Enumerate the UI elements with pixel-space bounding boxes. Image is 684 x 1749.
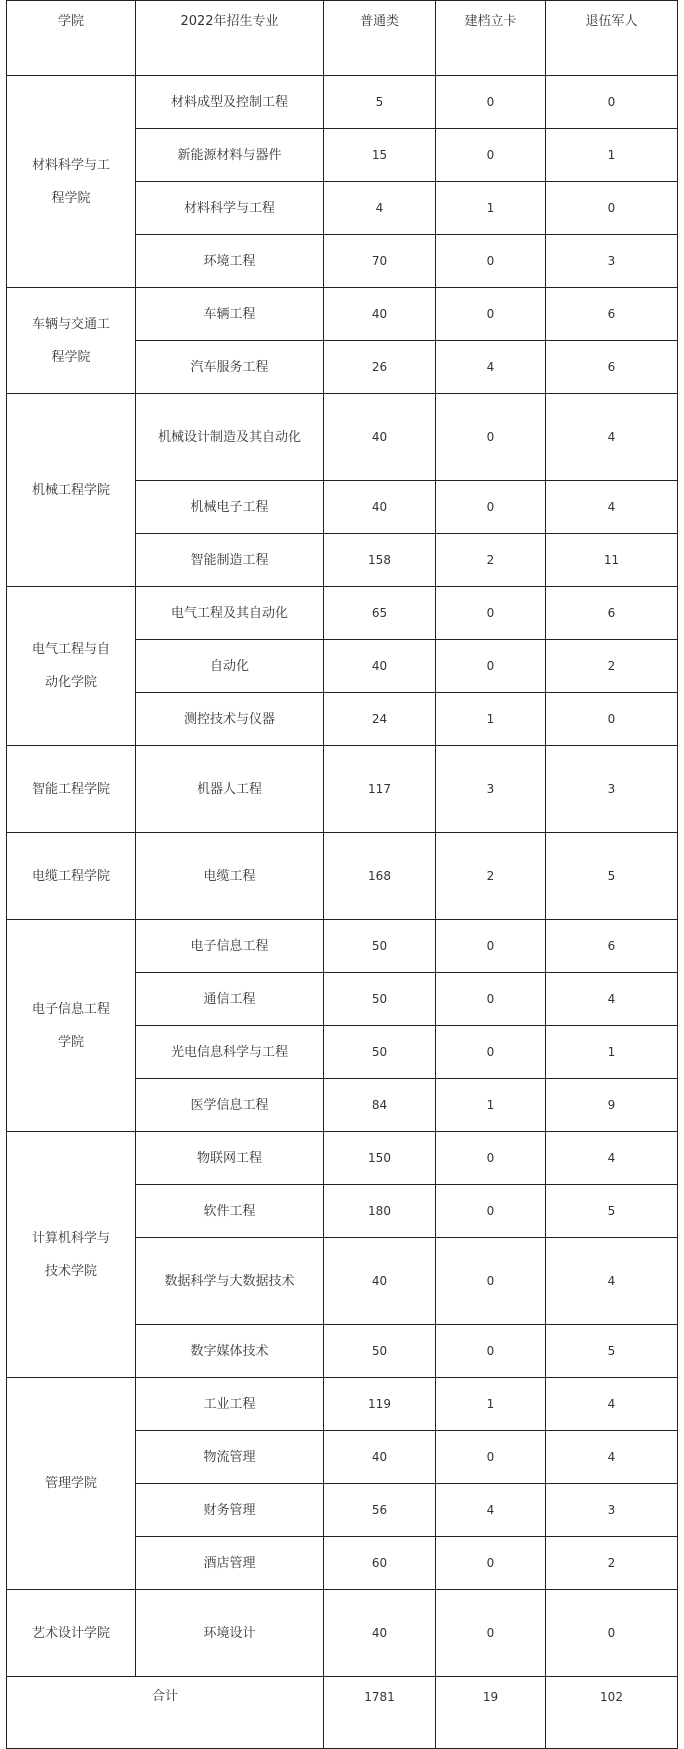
poverty-count: 0 bbox=[436, 587, 546, 640]
poverty-count: 0 bbox=[436, 76, 546, 129]
table-row bbox=[7, 394, 678, 481]
veteran-count: 0 bbox=[546, 693, 678, 746]
table-row bbox=[7, 920, 678, 973]
major-cell: 新能源材料与器件 bbox=[136, 129, 324, 182]
poverty-count: 0 bbox=[436, 1431, 546, 1484]
regular-count: 4 bbox=[324, 182, 436, 235]
regular-count: 50 bbox=[324, 973, 436, 1026]
major-cell: 机械设计制造及其自动化 bbox=[136, 394, 324, 481]
veteran-count: 6 bbox=[546, 920, 678, 973]
poverty-count: 0 bbox=[436, 640, 546, 693]
regular-count: 40 bbox=[324, 1431, 436, 1484]
college-cell: 电缆工程学院 bbox=[7, 833, 136, 920]
header-row bbox=[7, 1, 678, 76]
regular-count: 158 bbox=[324, 534, 436, 587]
veteran-count: 4 bbox=[546, 394, 678, 481]
enrollment-table bbox=[6, 0, 678, 1749]
header-regular: 普通类 bbox=[324, 1, 436, 76]
header-major: 2022年招生专业 bbox=[136, 1, 324, 76]
college-cell: 电气工程与自动化学院 bbox=[7, 587, 136, 746]
regular-count: 15 bbox=[324, 129, 436, 182]
veteran-count: 5 bbox=[546, 1185, 678, 1238]
total-poverty: 19 bbox=[436, 1677, 546, 1749]
regular-count: 84 bbox=[324, 1079, 436, 1132]
college-cell: 车辆与交通工程学院 bbox=[7, 288, 136, 394]
regular-count: 40 bbox=[324, 1238, 436, 1325]
poverty-count: 0 bbox=[436, 1132, 546, 1185]
veteran-count: 6 bbox=[546, 587, 678, 640]
regular-count: 168 bbox=[324, 833, 436, 920]
college-cell: 智能工程学院 bbox=[7, 746, 136, 833]
poverty-count: 0 bbox=[436, 235, 546, 288]
poverty-count: 0 bbox=[436, 920, 546, 973]
poverty-count: 0 bbox=[436, 481, 546, 534]
poverty-count: 0 bbox=[436, 1026, 546, 1079]
major-cell: 材料科学与工程 bbox=[136, 182, 324, 235]
regular-count: 5 bbox=[324, 76, 436, 129]
college-cell: 管理学院 bbox=[7, 1378, 136, 1590]
total-veteran: 102 bbox=[546, 1677, 678, 1749]
table-body bbox=[7, 76, 678, 1677]
regular-count: 180 bbox=[324, 1185, 436, 1238]
header-poverty: 建档立卡 bbox=[436, 1, 546, 76]
veteran-count: 0 bbox=[546, 76, 678, 129]
regular-count: 40 bbox=[324, 394, 436, 481]
major-cell: 医学信息工程 bbox=[136, 1079, 324, 1132]
veteran-count: 4 bbox=[546, 1132, 678, 1185]
major-cell: 物联网工程 bbox=[136, 1132, 324, 1185]
major-cell: 财务管理 bbox=[136, 1484, 324, 1537]
veteran-count: 4 bbox=[546, 1378, 678, 1431]
poverty-count: 3 bbox=[436, 746, 546, 833]
regular-count: 150 bbox=[324, 1132, 436, 1185]
regular-count: 119 bbox=[324, 1378, 436, 1431]
header-veteran: 退伍军人 bbox=[546, 1, 678, 76]
poverty-count: 0 bbox=[436, 1185, 546, 1238]
total-regular: 1781 bbox=[324, 1677, 436, 1749]
table-row bbox=[7, 746, 678, 833]
veteran-count: 6 bbox=[546, 288, 678, 341]
table-row bbox=[7, 1132, 678, 1185]
poverty-count: 0 bbox=[436, 1537, 546, 1590]
major-cell: 智能制造工程 bbox=[136, 534, 324, 587]
major-cell: 车辆工程 bbox=[136, 288, 324, 341]
regular-count: 40 bbox=[324, 640, 436, 693]
major-cell: 酒店管理 bbox=[136, 1537, 324, 1590]
poverty-count: 4 bbox=[436, 341, 546, 394]
veteran-count: 4 bbox=[546, 973, 678, 1026]
veteran-count: 4 bbox=[546, 1238, 678, 1325]
poverty-count: 1 bbox=[436, 1079, 546, 1132]
table-row bbox=[7, 587, 678, 640]
veteran-count: 4 bbox=[546, 481, 678, 534]
header-college: 学院 bbox=[7, 1, 136, 76]
major-cell: 电缆工程 bbox=[136, 833, 324, 920]
veteran-count: 3 bbox=[546, 1484, 678, 1537]
table-row bbox=[7, 1590, 678, 1677]
veteran-count: 0 bbox=[546, 1590, 678, 1677]
poverty-count: 0 bbox=[436, 129, 546, 182]
major-cell: 通信工程 bbox=[136, 973, 324, 1026]
regular-count: 26 bbox=[324, 341, 436, 394]
college-cell: 艺术设计学院 bbox=[7, 1590, 136, 1677]
major-cell: 机械电子工程 bbox=[136, 481, 324, 534]
veteran-count: 3 bbox=[546, 746, 678, 833]
veteran-count: 0 bbox=[546, 182, 678, 235]
college-cell: 材料科学与工程学院 bbox=[7, 76, 136, 288]
veteran-count: 1 bbox=[546, 1026, 678, 1079]
poverty-count: 1 bbox=[436, 182, 546, 235]
veteran-count: 2 bbox=[546, 640, 678, 693]
major-cell: 自动化 bbox=[136, 640, 324, 693]
major-cell: 环境设计 bbox=[136, 1590, 324, 1677]
regular-count: 50 bbox=[324, 1325, 436, 1378]
major-cell: 汽车服务工程 bbox=[136, 341, 324, 394]
regular-count: 50 bbox=[324, 920, 436, 973]
table-row bbox=[7, 288, 678, 341]
poverty-count: 0 bbox=[436, 973, 546, 1026]
major-cell: 环境工程 bbox=[136, 235, 324, 288]
major-cell: 软件工程 bbox=[136, 1185, 324, 1238]
regular-count: 40 bbox=[324, 481, 436, 534]
veteran-count: 4 bbox=[546, 1431, 678, 1484]
major-cell: 测控技术与仪器 bbox=[136, 693, 324, 746]
major-cell: 光电信息科学与工程 bbox=[136, 1026, 324, 1079]
major-cell: 物流管理 bbox=[136, 1431, 324, 1484]
veteran-count: 9 bbox=[546, 1079, 678, 1132]
poverty-count: 1 bbox=[436, 1378, 546, 1431]
regular-count: 56 bbox=[324, 1484, 436, 1537]
poverty-count: 0 bbox=[436, 394, 546, 481]
major-cell: 材料成型及控制工程 bbox=[136, 76, 324, 129]
veteran-count: 6 bbox=[546, 341, 678, 394]
regular-count: 60 bbox=[324, 1537, 436, 1590]
major-cell: 数据科学与大数据技术 bbox=[136, 1238, 324, 1325]
major-cell: 工业工程 bbox=[136, 1378, 324, 1431]
regular-count: 24 bbox=[324, 693, 436, 746]
regular-count: 70 bbox=[324, 235, 436, 288]
college-cell: 电子信息工程学院 bbox=[7, 920, 136, 1132]
table-row bbox=[7, 833, 678, 920]
regular-count: 40 bbox=[324, 288, 436, 341]
veteran-count: 2 bbox=[546, 1537, 678, 1590]
veteran-count: 5 bbox=[546, 833, 678, 920]
poverty-count: 1 bbox=[436, 693, 546, 746]
regular-count: 65 bbox=[324, 587, 436, 640]
poverty-count: 4 bbox=[436, 1484, 546, 1537]
total-row bbox=[7, 1677, 678, 1749]
college-cell: 计算机科学与技术学院 bbox=[7, 1132, 136, 1378]
table-row bbox=[7, 1378, 678, 1431]
poverty-count: 2 bbox=[436, 833, 546, 920]
major-cell: 机器人工程 bbox=[136, 746, 324, 833]
major-cell: 电气工程及其自动化 bbox=[136, 587, 324, 640]
major-cell: 数字媒体技术 bbox=[136, 1325, 324, 1378]
veteran-count: 5 bbox=[546, 1325, 678, 1378]
veteran-count: 3 bbox=[546, 235, 678, 288]
regular-count: 117 bbox=[324, 746, 436, 833]
poverty-count: 0 bbox=[436, 288, 546, 341]
poverty-count: 0 bbox=[436, 1238, 546, 1325]
poverty-count: 2 bbox=[436, 534, 546, 587]
major-cell: 电子信息工程 bbox=[136, 920, 324, 973]
veteran-count: 1 bbox=[546, 129, 678, 182]
table-row bbox=[7, 76, 678, 129]
veteran-count: 11 bbox=[546, 534, 678, 587]
total-label: 合计 bbox=[7, 1677, 324, 1749]
poverty-count: 0 bbox=[436, 1325, 546, 1378]
poverty-count: 0 bbox=[436, 1590, 546, 1677]
regular-count: 40 bbox=[324, 1590, 436, 1677]
regular-count: 50 bbox=[324, 1026, 436, 1079]
college-cell: 机械工程学院 bbox=[7, 394, 136, 587]
